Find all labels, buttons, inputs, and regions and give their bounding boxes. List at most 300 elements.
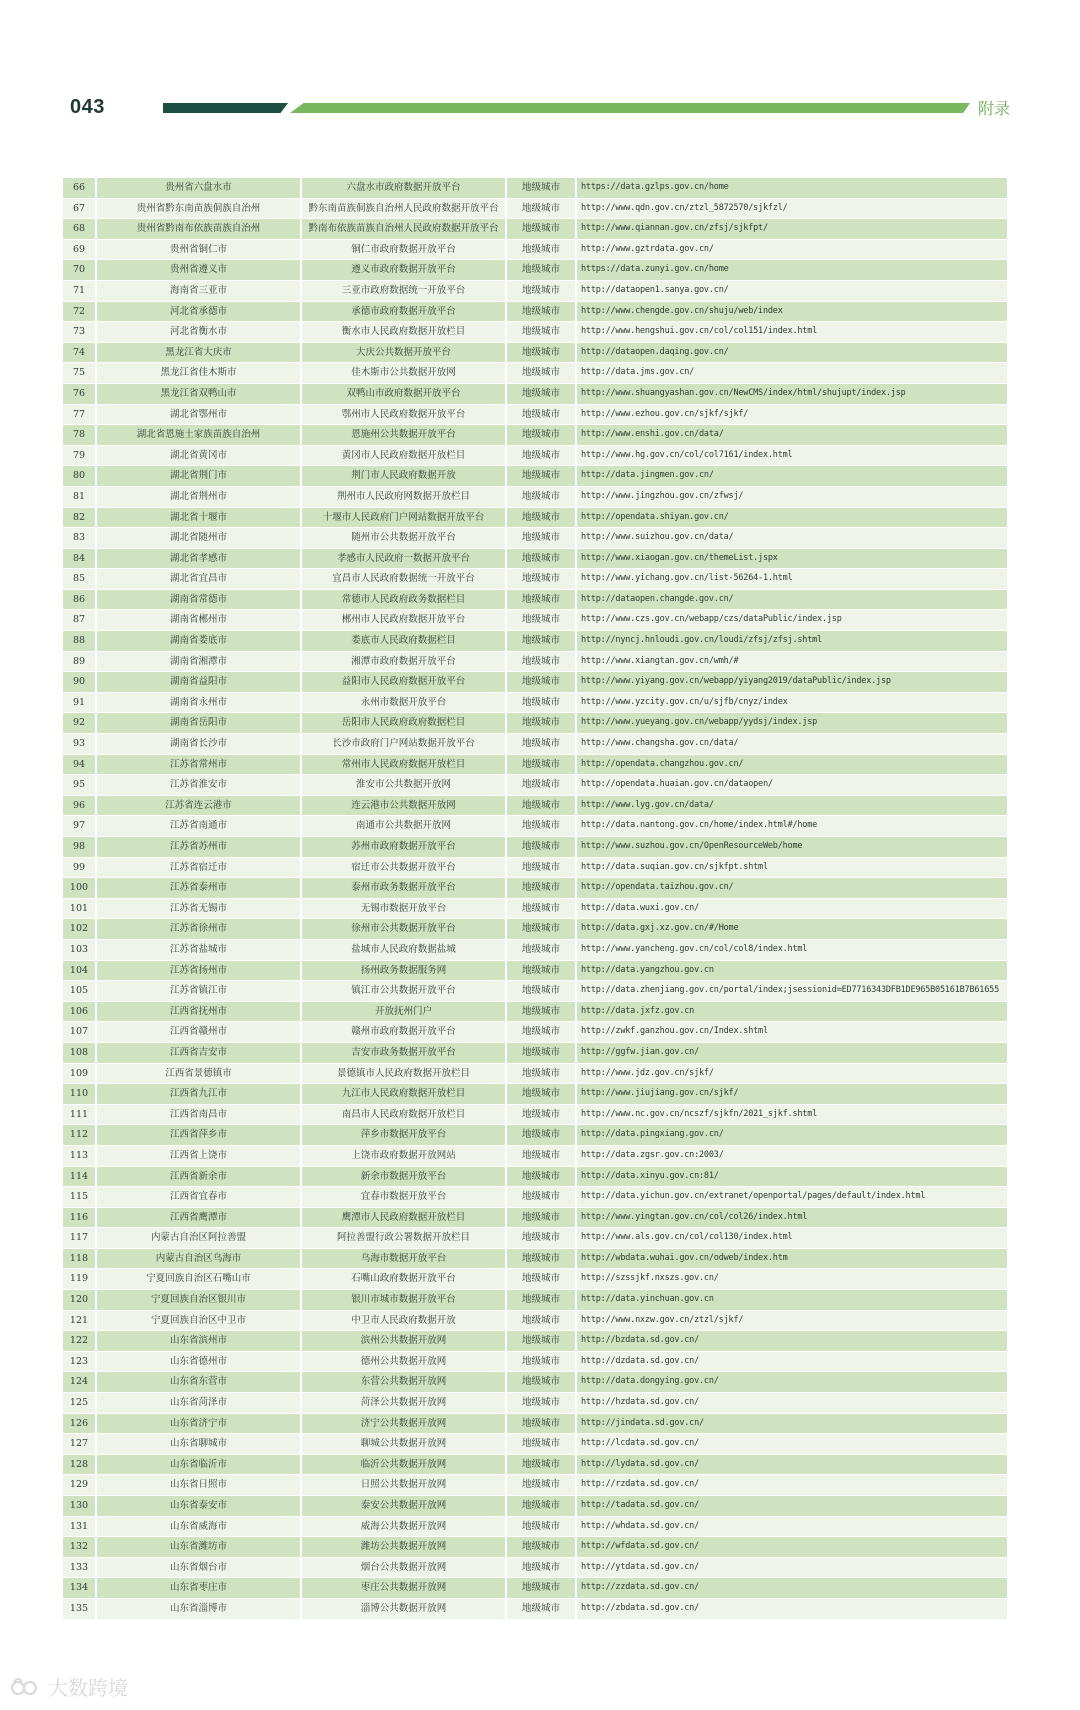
platform-url[interactable]: http://www.als.gov.cn/col/col130/index.html xyxy=(576,1228,1008,1249)
row-number: 104 xyxy=(63,960,96,981)
platform-url[interactable]: http://wbdata.wuhai.gov.cn/odweb/index.htm xyxy=(576,1248,1008,1269)
platform-url[interactable]: http://www.nxzw.gov.cn/ztzl/sjkf/ xyxy=(576,1310,1008,1331)
row-number: 70 xyxy=(63,260,96,281)
platform-name: 石嘴山政府数据开放平台 xyxy=(301,1269,506,1290)
platform-url[interactable]: http://data.zhenjiang.gov.cn/portal/index;jsessionid=ED7716343DFB1DE965B05161B7B61655 xyxy=(576,981,1008,1002)
platform-name: 中卫市人民政府数据开放 xyxy=(301,1310,506,1331)
table-row xyxy=(63,1290,1008,1311)
row-number: 124 xyxy=(63,1372,96,1393)
platform-name: 无锡市数据开放平台 xyxy=(301,898,506,919)
table-row xyxy=(63,1393,1008,1414)
province-city: 山东省泰安市 xyxy=(96,1496,301,1517)
platform-url[interactable]: http://zwkf.ganzhou.gov.cn/Index.shtml xyxy=(576,1022,1008,1043)
row-number: 75 xyxy=(63,363,96,384)
platform-name: 黔南布依族苗族自治州人民政府数据开放平台 xyxy=(301,219,506,240)
city-level: 地级城市 xyxy=(506,610,576,631)
table-row xyxy=(63,610,1008,631)
table-row xyxy=(63,1516,1008,1537)
table-row xyxy=(63,486,1008,507)
city-level: 地级城市 xyxy=(506,260,576,281)
province-city: 江苏省泰州市 xyxy=(96,878,301,899)
platform-name: 烟台公共数据开放网 xyxy=(301,1557,506,1578)
platform-url[interactable]: http://data.jxfz.gov.cn xyxy=(576,1001,1008,1022)
platform-name: 盐城市人民政府数据盐城 xyxy=(301,939,506,960)
platform-name: 日照公共数据开放网 xyxy=(301,1475,506,1496)
platform-url[interactable]: https://data.zunyi.gov.cn/home xyxy=(576,260,1008,281)
platform-name: 枣庄公共数据开放网 xyxy=(301,1578,506,1599)
platform-name: 淮安市公共数据开放网 xyxy=(301,775,506,796)
city-level: 地级城市 xyxy=(506,198,576,219)
platform-name: 银川市城市数据开放平台 xyxy=(301,1290,506,1311)
platform-url[interactable]: http://ggfw.jian.gov.cn/ xyxy=(576,1042,1008,1063)
platform-url[interactable]: http://data.zgsr.gov.cn:2003/ xyxy=(576,1145,1008,1166)
row-number: 125 xyxy=(63,1393,96,1414)
platform-url[interactable]: http://www.shuangyashan.gov.cn/NewCMS/index/html/shujupt/index.jsp xyxy=(576,383,1008,404)
province-city: 湖南省娄底市 xyxy=(96,631,301,652)
city-level: 地级城市 xyxy=(506,507,576,528)
table-row xyxy=(63,363,1008,384)
platform-url[interactable]: http://opendata.taizhou.gov.cn/ xyxy=(576,878,1008,899)
platform-name: 东营公共数据开放网 xyxy=(301,1372,506,1393)
table-row xyxy=(63,1578,1008,1599)
table-row xyxy=(63,795,1008,816)
province-city: 湖北省孝感市 xyxy=(96,548,301,569)
platform-url[interactable]: http://www.changsha.gov.cn/data/ xyxy=(576,734,1008,755)
province-city: 山东省日照市 xyxy=(96,1475,301,1496)
province-city: 山东省德州市 xyxy=(96,1351,301,1372)
city-level: 地级城市 xyxy=(506,795,576,816)
row-number: 89 xyxy=(63,651,96,672)
platform-name: 泰安公共数据开放网 xyxy=(301,1496,506,1517)
platform-name: 三亚市政府数据统一开放平台 xyxy=(301,280,506,301)
table-row xyxy=(63,1228,1008,1249)
table-row xyxy=(63,713,1008,734)
city-level: 地级城市 xyxy=(506,1310,576,1331)
platform-url[interactable]: http://data.yinchuan.gov.cn xyxy=(576,1290,1008,1311)
platform-url[interactable]: http://www.yingtan.gov.cn/col/col26/index.html xyxy=(576,1207,1008,1228)
row-number: 132 xyxy=(63,1537,96,1558)
province-city: 湖北省黄冈市 xyxy=(96,445,301,466)
platform-url[interactable]: http://lcdata.sd.gov.cn/ xyxy=(576,1434,1008,1455)
platform-url[interactable]: http://lydata.sd.gov.cn/ xyxy=(576,1454,1008,1475)
province-city: 湖南省永州市 xyxy=(96,692,301,713)
province-city: 山东省枣庄市 xyxy=(96,1578,301,1599)
row-number: 74 xyxy=(63,342,96,363)
table-row xyxy=(63,1248,1008,1269)
city-level: 地级城市 xyxy=(506,1022,576,1043)
row-number: 100 xyxy=(63,878,96,899)
platform-url[interactable]: http://www.qdn.gov.cn/ztzl_5872570/sjkfzl/ xyxy=(576,198,1008,219)
row-number: 103 xyxy=(63,939,96,960)
row-number: 83 xyxy=(63,528,96,549)
table-row xyxy=(63,404,1008,425)
table-row xyxy=(63,651,1008,672)
platform-url[interactable]: http://opendata.changzhou.gov.cn/ xyxy=(576,754,1008,775)
table-row xyxy=(63,178,1008,198)
city-level: 地级城市 xyxy=(506,1125,576,1146)
city-level: 地级城市 xyxy=(506,837,576,858)
platform-url[interactable]: http://dzdata.sd.gov.cn/ xyxy=(576,1351,1008,1372)
table-row xyxy=(63,898,1008,919)
platform-url[interactable]: http://www.jingzhou.gov.cn/zfwsj/ xyxy=(576,486,1008,507)
province-city: 黑龙江省佳木斯市 xyxy=(96,363,301,384)
city-level: 地级城市 xyxy=(506,363,576,384)
row-number: 87 xyxy=(63,610,96,631)
table-row xyxy=(63,322,1008,343)
platform-url[interactable]: http://data.nantong.gov.cn/home/index.html#/home xyxy=(576,816,1008,837)
platform-url[interactable]: http://www.lyg.gov.cn/data/ xyxy=(576,795,1008,816)
city-level: 地级城市 xyxy=(506,1393,576,1414)
table-row xyxy=(63,239,1008,260)
platform-url[interactable]: http://zzdata.sd.gov.cn/ xyxy=(576,1578,1008,1599)
province-city: 湖北省鄂州市 xyxy=(96,404,301,425)
platform-name: 萍乡市数据开放平台 xyxy=(301,1125,506,1146)
city-level: 地级城市 xyxy=(506,178,576,198)
row-number: 116 xyxy=(63,1207,96,1228)
city-level: 地级城市 xyxy=(506,960,576,981)
watermark-text: 大数跨境 xyxy=(48,1676,128,1700)
city-level: 地级城市 xyxy=(506,939,576,960)
province-city: 内蒙古自治区阿拉善盟 xyxy=(96,1228,301,1249)
table-row xyxy=(63,939,1008,960)
platform-url[interactable]: http://www.enshi.gov.cn/data/ xyxy=(576,425,1008,446)
platform-url[interactable]: http://www.yiyang.gov.cn/webapp/yiyang2019/dataPublic/index.jsp xyxy=(576,672,1008,693)
row-number: 92 xyxy=(63,713,96,734)
platform-name: 临沂公共数据开放网 xyxy=(301,1454,506,1475)
city-level: 地级城市 xyxy=(506,1454,576,1475)
city-level: 地级城市 xyxy=(506,919,576,940)
row-number: 84 xyxy=(63,548,96,569)
province-city: 江西省上饶市 xyxy=(96,1145,301,1166)
platform-url[interactable]: http://www.yichang.gov.cn/list-56264-1.html xyxy=(576,569,1008,590)
province-city: 山东省威海市 xyxy=(96,1516,301,1537)
table-row xyxy=(63,589,1008,610)
platform-url[interactable]: http://data.yichun.gov.cn/extranet/openportal/pages/default/index.html xyxy=(576,1187,1008,1208)
city-level: 地级城市 xyxy=(506,425,576,446)
province-city: 山东省临沂市 xyxy=(96,1454,301,1475)
city-level: 地级城市 xyxy=(506,486,576,507)
platform-url[interactable]: http://www.yueyang.gov.cn/webapp/yydsj/index.jsp xyxy=(576,713,1008,734)
platform-name: 上饶市政府数据开放网站 xyxy=(301,1145,506,1166)
table-row xyxy=(63,1434,1008,1455)
row-number: 123 xyxy=(63,1351,96,1372)
platform-name: 承德市政府数据开放平台 xyxy=(301,301,506,322)
platform-url[interactable]: http://data.suqian.gov.cn/sjkfpt.shtml xyxy=(576,857,1008,878)
city-level: 地级城市 xyxy=(506,1290,576,1311)
platform-url[interactable]: http://www.xiaogan.gov.cn/themeList.jspx xyxy=(576,548,1008,569)
table-row xyxy=(63,1310,1008,1331)
province-city: 江西省抚州市 xyxy=(96,1001,301,1022)
city-level: 地级城市 xyxy=(506,734,576,755)
platform-url[interactable]: http://www.hengshui.gov.cn/col/col151/index.html xyxy=(576,322,1008,343)
platform-url[interactable]: http://www.chengde.gov.cn/shuju/web/index xyxy=(576,301,1008,322)
platform-url[interactable]: http://rzdata.sd.gov.cn/ xyxy=(576,1475,1008,1496)
platform-url[interactable]: http://tadata.sd.gov.cn/ xyxy=(576,1496,1008,1517)
platform-url[interactable]: http://whdata.sd.gov.cn/ xyxy=(576,1516,1008,1537)
row-number: 95 xyxy=(63,775,96,796)
row-number: 128 xyxy=(63,1454,96,1475)
platform-name: 鄂州市人民政府数据开放平台 xyxy=(301,404,506,425)
table-row xyxy=(63,754,1008,775)
data-table-container xyxy=(63,178,1009,1620)
city-level: 地级城市 xyxy=(506,1537,576,1558)
province-city: 江西省九江市 xyxy=(96,1084,301,1105)
province-city: 江苏省盐城市 xyxy=(96,939,301,960)
row-number: 82 xyxy=(63,507,96,528)
table-row xyxy=(63,466,1008,487)
province-city: 贵州省黔南布依族苗族自治州 xyxy=(96,219,301,240)
platform-url[interactable]: http://data.gxj.xz.gov.cn/#/Home xyxy=(576,919,1008,940)
row-number: 77 xyxy=(63,404,96,425)
row-number: 78 xyxy=(63,425,96,446)
platform-url[interactable]: http://opendata.huaian.gov.cn/dataopen/ xyxy=(576,775,1008,796)
page-number: 043 xyxy=(70,96,105,118)
province-city: 湖北省十堰市 xyxy=(96,507,301,528)
platform-url[interactable]: http://data.pingxiang.gov.cn/ xyxy=(576,1125,1008,1146)
row-number: 97 xyxy=(63,816,96,837)
row-number: 90 xyxy=(63,672,96,693)
city-level: 地级城市 xyxy=(506,239,576,260)
row-number: 114 xyxy=(63,1166,96,1187)
city-level: 地级城市 xyxy=(506,322,576,343)
row-number: 130 xyxy=(63,1496,96,1517)
platform-url[interactable]: http://dataopen1.sanya.gov.cn/ xyxy=(576,280,1008,301)
province-city: 山东省滨州市 xyxy=(96,1331,301,1352)
platform-url[interactable]: http://nyncj.hnloudi.gov.cn/loudi/zfsj/zfsj.shtml xyxy=(576,631,1008,652)
province-city: 海南省三亚市 xyxy=(96,280,301,301)
city-level: 地级城市 xyxy=(506,1516,576,1537)
platform-url[interactable]: http://www.yancheng.gov.cn/col/col8/index.html xyxy=(576,939,1008,960)
platform-url[interactable]: http://www.qiannan.gov.cn/zfsj/sjkfpt/ xyxy=(576,219,1008,240)
table-body xyxy=(63,178,1008,1619)
province-city: 山东省烟台市 xyxy=(96,1557,301,1578)
platform-url[interactable]: http://ytdata.sd.gov.cn/ xyxy=(576,1557,1008,1578)
row-number: 79 xyxy=(63,445,96,466)
city-level: 地级城市 xyxy=(506,219,576,240)
province-city: 贵州省遵义市 xyxy=(96,260,301,281)
table-row xyxy=(63,692,1008,713)
province-city: 江西省南昌市 xyxy=(96,1104,301,1125)
row-number: 117 xyxy=(63,1228,96,1249)
city-level: 地级城市 xyxy=(506,631,576,652)
city-level: 地级城市 xyxy=(506,898,576,919)
platform-name: 新余市数据开放平台 xyxy=(301,1166,506,1187)
province-city: 江西省鹰潭市 xyxy=(96,1207,301,1228)
province-city: 湖南省郴州市 xyxy=(96,610,301,631)
platform-name: 南昌市人民政府数据开放栏目 xyxy=(301,1104,506,1125)
platform-name: 镇江市公共数据开放平台 xyxy=(301,981,506,1002)
province-city: 宁夏回族自治区石嘴山市 xyxy=(96,1269,301,1290)
table-row xyxy=(63,1454,1008,1475)
platform-url[interactable]: http://zbdata.sd.gov.cn/ xyxy=(576,1598,1008,1619)
table-row xyxy=(63,1269,1008,1290)
row-number: 109 xyxy=(63,1063,96,1084)
city-level: 地级城市 xyxy=(506,1557,576,1578)
province-city: 山东省淄博市 xyxy=(96,1598,301,1619)
city-level: 地级城市 xyxy=(506,981,576,1002)
row-number: 102 xyxy=(63,919,96,940)
province-city: 江苏省连云港市 xyxy=(96,795,301,816)
platform-url[interactable]: http://data.wuxi.gov.cn/ xyxy=(576,898,1008,919)
row-number: 91 xyxy=(63,692,96,713)
platform-name: 宿迁市公共数据开放平台 xyxy=(301,857,506,878)
city-level: 地级城市 xyxy=(506,692,576,713)
platform-url[interactable]: http://hzdata.sd.gov.cn/ xyxy=(576,1393,1008,1414)
platform-url[interactable]: http://data.yangzhou.gov.cn xyxy=(576,960,1008,981)
platform-name: 遵义市政府数据开放平台 xyxy=(301,260,506,281)
platform-url[interactable]: http://www.ezhou.gov.cn/sjkf/sjkf/ xyxy=(576,404,1008,425)
platform-name: 宜春市数据开放平台 xyxy=(301,1187,506,1208)
table-row xyxy=(63,1557,1008,1578)
city-level: 地级城市 xyxy=(506,754,576,775)
platform-url[interactable]: http://www.suizhou.gov.cn/data/ xyxy=(576,528,1008,549)
platform-url[interactable]: http://data.jingmen.gov.cn/ xyxy=(576,466,1008,487)
province-city: 江西省吉安市 xyxy=(96,1042,301,1063)
city-level: 地级城市 xyxy=(506,1042,576,1063)
province-city: 江西省宜春市 xyxy=(96,1187,301,1208)
table-row xyxy=(63,1166,1008,1187)
table-row xyxy=(63,1537,1008,1558)
platform-name: 佳木斯市公共数据开放网 xyxy=(301,363,506,384)
city-level: 地级城市 xyxy=(506,1228,576,1249)
row-number: 71 xyxy=(63,280,96,301)
row-number: 115 xyxy=(63,1187,96,1208)
platform-url[interactable]: http://bzdata.sd.gov.cn/ xyxy=(576,1331,1008,1352)
platform-url[interactable]: http://www.hg.gov.cn/col/col7161/index.html xyxy=(576,445,1008,466)
row-number: 101 xyxy=(63,898,96,919)
table-row xyxy=(63,1001,1008,1022)
row-number: 69 xyxy=(63,239,96,260)
row-number: 113 xyxy=(63,1145,96,1166)
table-row xyxy=(63,775,1008,796)
row-number: 119 xyxy=(63,1269,96,1290)
platform-name: 开放抚州门户 xyxy=(301,1001,506,1022)
platform-url[interactable]: http://www.nc.gov.cn/ncszf/sjkfn/2021_sjkf.shtml xyxy=(576,1104,1008,1125)
row-number: 67 xyxy=(63,198,96,219)
platform-url[interactable]: http://www.xiangtan.gov.cn/wmh/# xyxy=(576,651,1008,672)
table-row xyxy=(63,981,1008,1002)
table-row xyxy=(63,960,1008,981)
table-row xyxy=(63,1022,1008,1043)
table-row xyxy=(63,219,1008,240)
row-number: 81 xyxy=(63,486,96,507)
platform-name: 郴州市人民政府数据开放平台 xyxy=(301,610,506,631)
platform-url[interactable]: http://jindata.sd.gov.cn/ xyxy=(576,1413,1008,1434)
table-row xyxy=(63,1331,1008,1352)
province-city: 湖北省宜昌市 xyxy=(96,569,301,590)
platform-name: 随州市公共数据开放平台 xyxy=(301,528,506,549)
province-city: 湖北省恩施土家族苗族自治州 xyxy=(96,425,301,446)
table-row xyxy=(63,507,1008,528)
table-row xyxy=(63,1598,1008,1619)
platform-url[interactable]: http://www.yzcity.gov.cn/u/sjfb/cnyz/index xyxy=(576,692,1008,713)
platform-name: 鹰潭市人民政府数据开放栏目 xyxy=(301,1207,506,1228)
table-row xyxy=(63,1187,1008,1208)
platform-url[interactable]: http://www.suzhou.gov.cn/OpenResourceWeb/home xyxy=(576,837,1008,858)
province-city: 湖南省益阳市 xyxy=(96,672,301,693)
table-row xyxy=(63,342,1008,363)
row-number: 121 xyxy=(63,1310,96,1331)
row-number: 80 xyxy=(63,466,96,487)
province-city: 江苏省徐州市 xyxy=(96,919,301,940)
province-city: 湖南省长沙市 xyxy=(96,734,301,755)
platform-name: 六盘水市政府数据开放平台 xyxy=(301,178,506,198)
platform-url[interactable]: http://data.jms.gov.cn/ xyxy=(576,363,1008,384)
table-row xyxy=(63,260,1008,281)
row-number: 73 xyxy=(63,322,96,343)
city-level: 地级城市 xyxy=(506,775,576,796)
table-row xyxy=(63,1084,1008,1105)
platform-url[interactable]: http://www.czs.gov.cn/webapp/czs/dataPublic/index.jsp xyxy=(576,610,1008,631)
platform-url[interactable]: http://szssjkf.nxszs.gov.cn/ xyxy=(576,1269,1008,1290)
platform-url[interactable]: http://dataopen.changde.gov.cn/ xyxy=(576,589,1008,610)
platform-url[interactable]: http://dataopen.daqing.gov.cn/ xyxy=(576,342,1008,363)
province-city: 湖北省随州市 xyxy=(96,528,301,549)
city-level: 地级城市 xyxy=(506,404,576,425)
row-number: 76 xyxy=(63,383,96,404)
city-level: 地级城市 xyxy=(506,1104,576,1125)
section-title: 附录 xyxy=(978,99,1011,118)
province-city: 江苏省淮安市 xyxy=(96,775,301,796)
province-city: 贵州省黔东南苗族侗族自治州 xyxy=(96,198,301,219)
platform-url[interactable]: http://www.jiujiang.gov.cn/sjkf/ xyxy=(576,1084,1008,1105)
city-level: 地级城市 xyxy=(506,528,576,549)
table-row xyxy=(63,837,1008,858)
row-number: 126 xyxy=(63,1413,96,1434)
city-level: 地级城市 xyxy=(506,1063,576,1084)
platform-url[interactable]: http://www.jdz.gov.cn/sjkf/ xyxy=(576,1063,1008,1084)
city-level: 地级城市 xyxy=(506,1248,576,1269)
table-row xyxy=(63,1125,1008,1146)
platform-name: 连云港市公共数据开放网 xyxy=(301,795,506,816)
row-number: 94 xyxy=(63,754,96,775)
province-city: 湖南省常德市 xyxy=(96,589,301,610)
city-level: 地级城市 xyxy=(506,857,576,878)
row-number: 110 xyxy=(63,1084,96,1105)
header-bar-light xyxy=(290,103,970,113)
province-city: 江苏省扬州市 xyxy=(96,960,301,981)
table-row xyxy=(63,1104,1008,1125)
row-number: 66 xyxy=(63,178,96,198)
platform-url[interactable]: http://opendata.shiyan.gov.cn/ xyxy=(576,507,1008,528)
table-row xyxy=(63,1413,1008,1434)
province-city: 江西省景德镇市 xyxy=(96,1063,301,1084)
city-level: 地级城市 xyxy=(506,301,576,322)
platform-name: 衡水市人民政府数据开放栏目 xyxy=(301,322,506,343)
province-city: 江苏省宿迁市 xyxy=(96,857,301,878)
table-row xyxy=(63,548,1008,569)
city-level: 地级城市 xyxy=(506,280,576,301)
row-number: 129 xyxy=(63,1475,96,1496)
province-city: 山东省东营市 xyxy=(96,1372,301,1393)
row-number: 68 xyxy=(63,219,96,240)
city-level: 地级城市 xyxy=(506,672,576,693)
province-city: 山东省聊城市 xyxy=(96,1434,301,1455)
platform-name: 恩施州公共数据开放平台 xyxy=(301,425,506,446)
city-level: 地级城市 xyxy=(506,1187,576,1208)
platform-url[interactable]: http://data.dongying.gov.cn/ xyxy=(576,1372,1008,1393)
row-number: 120 xyxy=(63,1290,96,1311)
province-city: 江苏省苏州市 xyxy=(96,837,301,858)
platform-url[interactable]: https://data.gzlps.gov.cn/home xyxy=(576,178,1008,198)
platform-url[interactable]: http://data.xinyu.gov.cn:81/ xyxy=(576,1166,1008,1187)
platform-url[interactable]: http://www.gztrdata.gov.cn/ xyxy=(576,239,1008,260)
platform-url[interactable]: http://wfdata.sd.gov.cn/ xyxy=(576,1537,1008,1558)
platform-name: 徐州市公共数据开放平台 xyxy=(301,919,506,940)
row-number: 93 xyxy=(63,734,96,755)
province-city: 内蒙古自治区乌海市 xyxy=(96,1248,301,1269)
province-city: 湖南省岳阳市 xyxy=(96,713,301,734)
